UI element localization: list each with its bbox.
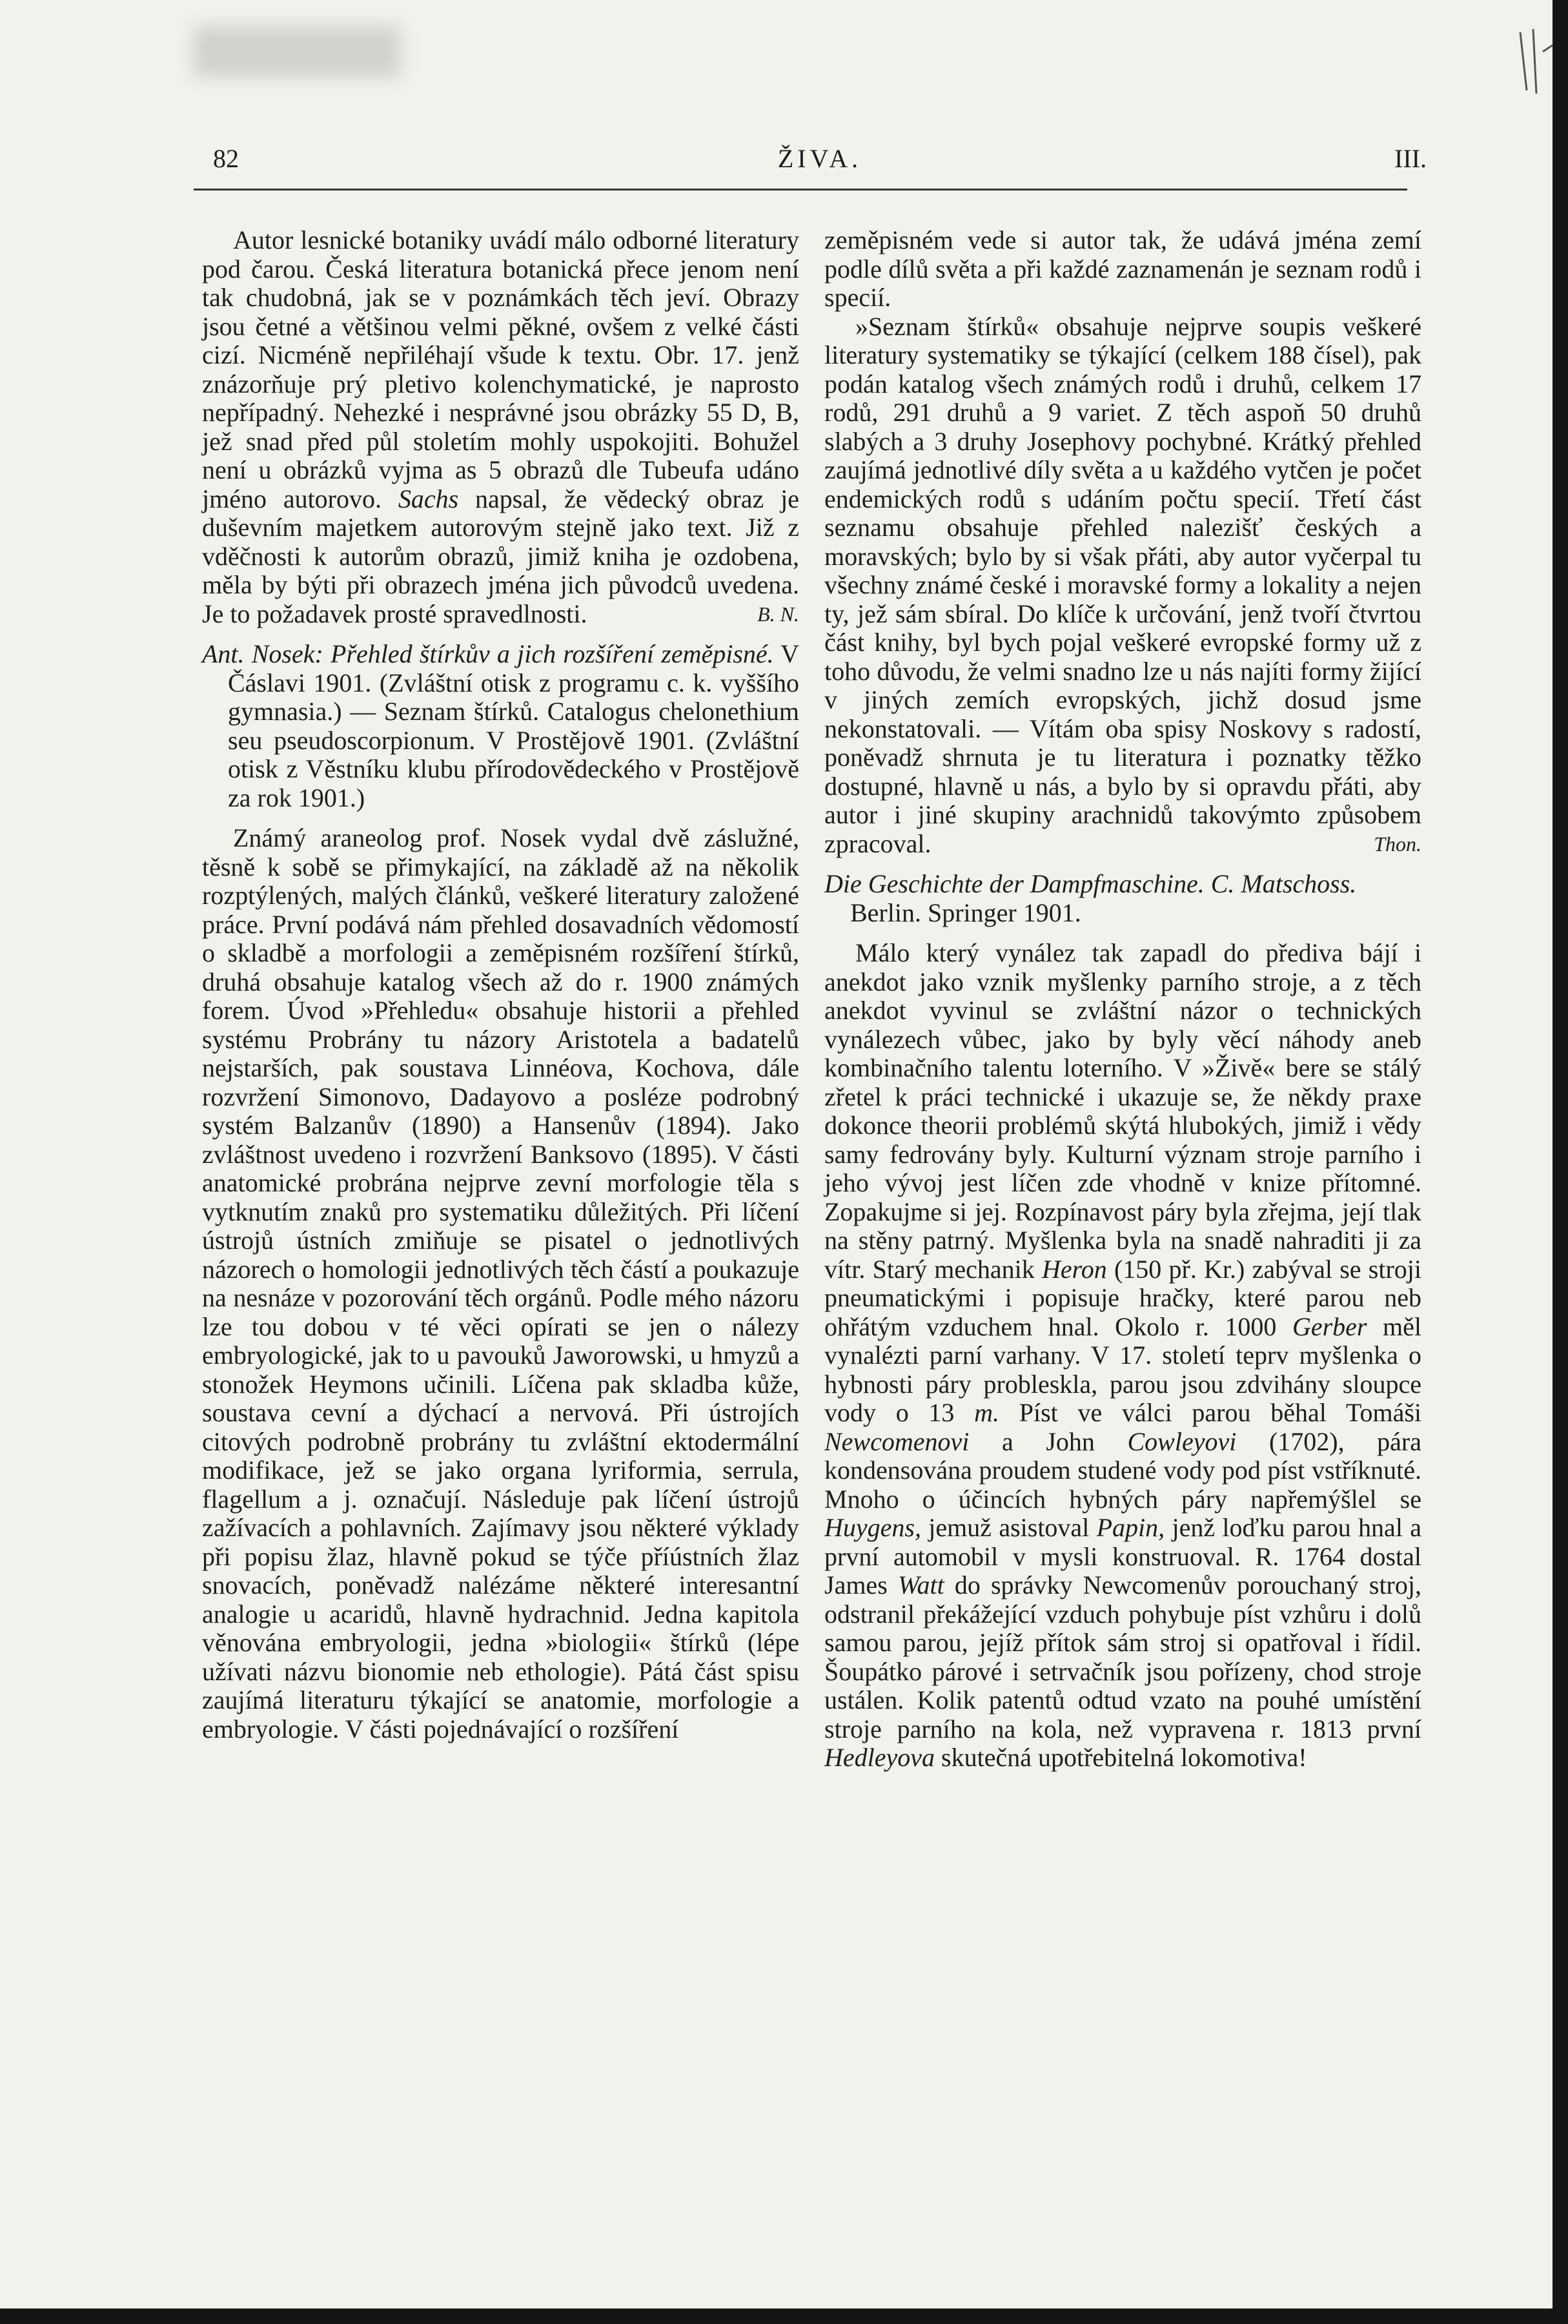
volume-number: III. [1394,144,1427,173]
citation-title: Přehled štírkův a jich rozšíření zeměpisné. [331,639,774,668]
running-header [213,143,1427,182]
book-publisher: Berlin. Springer 1901. [850,898,1081,927]
page-number: 82 [213,144,239,173]
book-title: Die Geschichte der Dampfmaschine. C. Matschoss. [824,869,1357,898]
left-column [202,226,799,1743]
reviewer-signature: Thon. [1374,832,1421,856]
review-paragraph: Málo který vynález tak zapadl do přediva bájí i anekdot jako vznik myšlenky parního stroje, a z těch anekdot vyvinul se zvláštní názor o technických vynálezech vůbec, jako by byly věcí náhody aneb kombinačního talentu loterního. V »Živě« bere se stálý zřetel k práci technické i ukazuje se, že někdy praxe dokonce theorii problémů skýtá hlubokých, jimiž i vědy samy fedrovány byly. Kulturní význam stroje parního i jeho vývoj jest líčen zde vhodně v knize přítomné. Zopakujme si jej. Rozpínavost páry byla zřejma, její tlak na stěny patrný. Myšlenka byla na snadě nahraditi ji za vítr. Starý mechanik Heron (150 př. Kr.) zabýval se stroji pneumatickými i popisuje hračky, které parou neb ohřátým vzduchem hnal. Okolo r. 1000 Gerber měl vynalézti parní varhany. V 17. století teprv myšlenka o hybnosti páry probleskla, parou jsou zdvihány sloupce vody o 13 m. Píst ve válci parou běhal Tomáši Newcomenovi a John Cowleyovi (1702), pára kondensována proudem studené vody pod píst vstříknuté. Mnoho o účincích hybných páry napřemýšlel se Huygens, jemuž asistoval Papin, jenž loďku parou hnal a první automobil v mysli konstruoval. R. 1764 dostal James Watt do správky Newcomenův porouchaný stroj, odstranil překážející vzduch pohybuje píst vzhůru i dolů samou parou, jejíž přítok sám stroj si opatřoval i řídil. Šoupátko párové i setrvačník jsou pořízeny, chod stroje ustálen. Kolik patentů odtud vzato na pouhé umístění stroje parního na kola, než vypravena r. 1813 první Hedleyova skutečná upotřebitelná lokomotiva! [824,938,1421,1772]
header-rule [194,189,1407,190]
review-paragraph: »Seznam štírků« obsahuje nejprve soupis veškeré literatury systematiky se týkající (celkem 188 čísel), pak podán katalog všech známých rodů i druhů, celkem 17 rodů, 291 druhů a 9 variet. Z těch aspoň 50 druhů slabých a 3 druhy Josephovy pochybné. Krátký přehled zaujímá jednotlivé díly světa a u každého vytčen je počet endemických rodů s udáním počtu specií. Třetí část seznamu obsahuje přehled nalezišť českých a moravských; bylo by si však přáti, aby autor vyčerpal tu všechny známé české i moravské formy a lokality a nejen ty, jež sám sbíral. Do klíče k určování, jenž tvoří čtvrtou část knihy, byl bych pojal veškeré evropské formy už z toho důvodu, že velmi snadno lze u nás najíti formy žijící v jiných zemích evropských, jichž dosud jsme nekonstatovali. — Vítám oba spisy Noskovy s radostí, poněvadž shrnuta je tu literatura i poznatky těžko dostupné, hlavně u nás, a bylo by si opravdu přáti, aby autor i jiné skupiny arachnidů takovýmto způsobem zpracoval. Thon. [824,311,1421,858]
review-paragraph: Autor lesnické botaniky uvádí málo odborné literatury pod čarou. Česká literatura botanická přece jenom není tak chudobná, jak se v poznámkách těch jeví. Obrazy jsou četné a většinou velmi pěkné, ovšem z velké části cizí. Nicméně nepřiléhají všude k textu. Obr. 17. jenž znázorňuje prý pletivo kolenchymatické, je naprosto nepřípadný. Nehezké i nesprávné jsou obrázky 55 D, B, jež snad před půl stoletím mohly uspokojiti. Bohužel není u obrázků vyjma as 5 obrazů dle Tubeufa udáno jméno autorovo. Sachs napsal, že vědecký obraz je duševním majetkem autorovým stejně jako text. Již z vděčnosti k autorům obrazů, jimiž kniha je ozdobena, měla by býti při obrazech jména jich původců uvedena. Je to požadavek prosté spravedlnosti. B. N. [202,225,799,628]
scan-smudge [194,26,400,77]
book-heading [824,870,1421,927]
right-column [824,226,1421,1773]
citation-author: Ant. Nosek: [202,639,323,668]
citation-heading: Ant. Nosek: Přehled štírkův a jich rozšíření zeměpisné. V Čáslavi 1901. (Zvláštní otisk z programu c. k. vyššího gymnasia.) — Seznam štírků. Catalogus chelonethium seu pseudoscorpionum. V Prostějově 1901. (Zvláštní otisk z Věstníku klubu přírodovědeckého v Prostějově za rok 1901.) [202,639,800,812]
journal-title: ŽIVA. [777,144,862,173]
review-paragraph: zeměpisném vede si autor tak, že udává jména zemí podle dílů světa a při každé zaznamenán je seznam rodů i specií. [824,225,1421,312]
review-paragraph: Známý araneolog prof. Nosek vydal dvě záslužné, těsně k sobě se přimykající, na základě až na několik rozptýlených, malých článků, veškeré literatury založené práce. První podává nám přehled dosavadních vědomostí o skladbě a morfologii a zeměpisném rozšíření štírků, druhá obsahuje katalog všech až do r. 1900 známých forem. Úvod »Přehledu« obsahuje historii a přehled systému Probrány tu názory Aristotela a badatelů nejstarších, pak soustava Linnéova, Kochova, dále rozvržení Simonovo, Dadayovo a posléze podrobný systém Balzanův (1890) a Hansenův (1894). Jako zvláštnost uvedeno i rozvržení Banksovo (1895). V části anatomické probrána nejprve zevní morfologie těla s vytknutím znaků pro systematiku důležitých. Při líčení ústrojů ústních zmiňuje se pisatel o jednotlivých názorech o homologii jednotlivých těch částí a poukazuje na nesnáze v pozorování těch orgánů. Podle mého názoru lze tou dobou v té věci opírati se jen o nálezy embryologické, jak to u pavouků Jaworowski, u hmyzů a stonožek Heymons učinili. Líčena pak skladba kůže, soustava cevní a dýchací a nervová. Při ústrojích citových podrobně probrány tu zvláštní ektodermální modifikace, jež se jako organa lyriformia, serrula, flagellum a j. označují. Následuje pak líčení ústrojů zažívacích a pohlavních. Zajímavy jsou některé výklady při popisu žlaz, hlavně pokud se týče příústních žlaz snovacích, poněvadž nalézáme některé interesantní analogie u acaridů, hlavně hydrachnid. Jedna kapitola věnována embryologii, jedna »biologii« štírků (lépe užívati názvu bionomie neb ethologie). Pátá část spisu zaujímá literaturu týkající se anatomie, morfologie a embryologie. V části pojednávající o rozšíření [202,823,799,1743]
torn-corner-mark [1456,26,1553,97]
reviewer-signature: B. N. [757,602,799,626]
